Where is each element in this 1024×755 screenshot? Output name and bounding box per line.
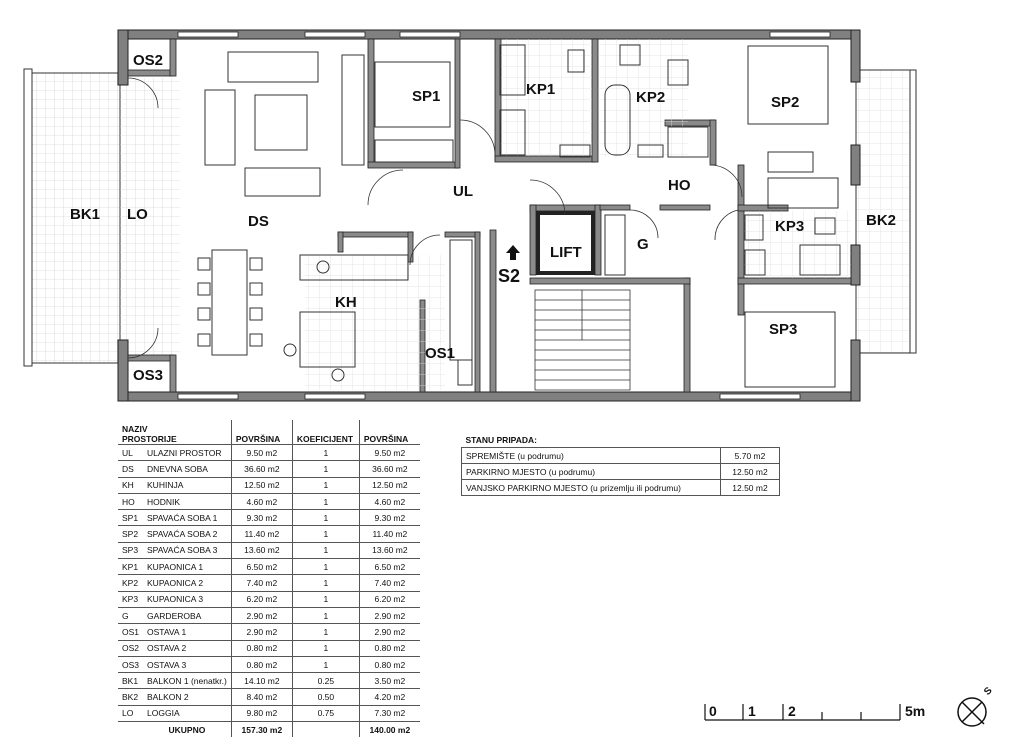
row-coef: 0.50 <box>292 689 359 705</box>
row-coef: 1 <box>292 591 359 607</box>
row-net: 2.90 m2 <box>359 624 420 640</box>
row-code: G <box>118 607 143 623</box>
table-row <box>118 445 420 461</box>
row-name: GARDEROBA <box>143 607 231 623</box>
scale-label-1: 1 <box>748 703 756 719</box>
total-empty <box>118 722 143 738</box>
row-code: BK1 <box>118 673 143 689</box>
north-arrow-icon <box>958 698 986 726</box>
room-label-os2: OS2 <box>133 52 164 69</box>
row-area: 14.10 m2 <box>231 673 292 689</box>
row-area: 0.80 m2 <box>231 656 292 672</box>
row-net: 11.40 m2 <box>359 526 420 542</box>
table-row <box>118 510 420 526</box>
extras-row <box>462 480 780 496</box>
area-table <box>118 420 420 737</box>
table-row <box>118 591 420 607</box>
room-label-ds: DS <box>248 213 269 230</box>
row-area: 9.80 m2 <box>231 705 292 721</box>
row-net: 0.80 m2 <box>359 656 420 672</box>
row-code: HO <box>118 493 143 509</box>
row-coef: 1 <box>292 461 359 477</box>
up-arrow-icon <box>506 245 520 260</box>
scale-label-2: 2 <box>788 703 796 719</box>
row-coef: 1 <box>292 445 359 461</box>
row-net: 13.60 m2 <box>359 542 420 558</box>
row-code: BK2 <box>118 689 143 705</box>
room-label-kp3: KP3 <box>775 218 805 235</box>
row-net: 9.50 m2 <box>359 445 420 461</box>
table-row <box>118 493 420 509</box>
row-area: 9.50 m2 <box>231 445 292 461</box>
row-name: SPAVAĆA SOBA 3 <box>143 542 231 558</box>
header-povrsina-net: POVRŠINA <box>359 420 420 445</box>
row-coef: 1 <box>292 493 359 509</box>
room-label-os1: OS1 <box>425 345 456 362</box>
row-net: 6.20 m2 <box>359 591 420 607</box>
scale-label-0: 0 <box>709 703 717 719</box>
table-total-row <box>118 722 420 738</box>
row-name: DNEVNA SOBA <box>143 461 231 477</box>
area-table-header <box>118 420 420 445</box>
room-label-sp3: SP3 <box>769 321 798 338</box>
total-label: UKUPNO <box>143 722 231 738</box>
row-net: 6.50 m2 <box>359 559 420 575</box>
row-name: KUPAONICA 1 <box>143 559 231 575</box>
row-code: OS3 <box>118 656 143 672</box>
total-net: 140.00 m2 <box>369 724 411 735</box>
row-name: OSTAVA 2 <box>143 640 231 656</box>
table-row <box>118 477 420 493</box>
row-name: OSTAVA 3 <box>143 656 231 672</box>
row-area: 4.60 m2 <box>231 493 292 509</box>
extras-row <box>462 448 780 464</box>
row-coef: 1 <box>292 624 359 640</box>
header-naziv: NAZIV PROSTORIJE <box>118 420 231 445</box>
table-row <box>118 689 420 705</box>
row-area: 36.60 m2 <box>231 461 292 477</box>
row-area: 2.90 m2 <box>231 607 292 623</box>
extras-value: 12.50 m2 <box>721 464 780 480</box>
row-coef: 1 <box>292 559 359 575</box>
table-row <box>118 542 420 558</box>
extras-value: 5.70 m2 <box>721 448 780 464</box>
row-code: KP3 <box>118 591 143 607</box>
room-label-lift: LIFT <box>550 244 582 261</box>
row-code: KH <box>118 477 143 493</box>
row-area: 11.40 m2 <box>231 526 292 542</box>
room-label-os3: OS3 <box>133 367 164 384</box>
row-net: 4.20 m2 <box>359 689 420 705</box>
row-code: SP3 <box>118 542 143 558</box>
row-net: 7.40 m2 <box>359 575 420 591</box>
header-koeficijent: KOEFICIJENT <box>292 420 359 445</box>
table-row <box>118 575 420 591</box>
row-code: KP1 <box>118 559 143 575</box>
row-net: 36.60 m2 <box>359 461 420 477</box>
row-area: 9.30 m2 <box>231 510 292 526</box>
row-code: OS2 <box>118 640 143 656</box>
row-coef: 0.25 <box>292 673 359 689</box>
row-area: 7.40 m2 <box>231 575 292 591</box>
row-area: 0.80 m2 <box>231 640 292 656</box>
room-label-g: G <box>637 236 649 253</box>
total-coef-empty <box>292 722 359 738</box>
extras-title: STANU PRIPADA: <box>465 435 537 445</box>
lift-shaft <box>538 213 593 273</box>
table-row <box>118 656 420 672</box>
row-area: 12.50 m2 <box>231 477 292 493</box>
table-row <box>118 624 420 640</box>
row-net: 0.80 m2 <box>359 640 420 656</box>
row-name: SPAVAĆA SOBA 2 <box>143 526 231 542</box>
table-row <box>118 705 420 721</box>
row-area: 8.40 m2 <box>231 689 292 705</box>
row-code: UL <box>118 445 143 461</box>
row-code: SP1 <box>118 510 143 526</box>
table-row <box>118 526 420 542</box>
extras-table <box>461 433 780 496</box>
row-name: LOGGIA <box>143 705 231 721</box>
row-coef: 1 <box>292 607 359 623</box>
row-name: KUPAONICA 2 <box>143 575 231 591</box>
row-net: 12.50 m2 <box>359 477 420 493</box>
room-label-lo: LO <box>127 206 148 223</box>
row-name: SPAVAĆA SOBA 1 <box>143 510 231 526</box>
extras-label: SPREMIŠTE (u podrumu) <box>462 448 721 464</box>
row-code: OS1 <box>118 624 143 640</box>
row-name: BALKON 1 (nenatkr.) <box>143 673 231 689</box>
row-coef: 1 <box>292 575 359 591</box>
north-label: S <box>982 685 995 698</box>
table-row <box>118 461 420 477</box>
table-row <box>118 673 420 689</box>
row-name: HODNIK <box>143 493 231 509</box>
extras-value: 12.50 m2 <box>721 480 780 496</box>
row-code: LO <box>118 705 143 721</box>
row-code: KP2 <box>118 575 143 591</box>
row-coef: 1 <box>292 477 359 493</box>
row-coef: 1 <box>292 640 359 656</box>
scale-bar <box>705 704 900 720</box>
row-area: 6.50 m2 <box>231 559 292 575</box>
table-row <box>118 559 420 575</box>
room-label-ul: UL <box>453 183 473 200</box>
header-povrsina: POVRŠINA <box>231 420 292 445</box>
room-label-ho: HO <box>668 177 691 194</box>
staircase <box>535 290 630 390</box>
room-label-bk1: BK1 <box>70 206 101 223</box>
table-row <box>118 607 420 623</box>
extras-label: VANJSKO PARKIRNO MJESTO (u prizemlju ili podrumu) <box>462 480 721 496</box>
total-area: 157.30 m2 <box>231 722 292 738</box>
interior-walls <box>128 39 851 392</box>
room-label-sp2: SP2 <box>771 94 800 111</box>
row-coef: 1 <box>292 656 359 672</box>
extras-row <box>462 464 780 480</box>
row-net: 4.60 m2 <box>359 493 420 509</box>
row-area: 2.90 m2 <box>231 624 292 640</box>
row-coef: 0.75 <box>292 705 359 721</box>
room-label-s2: S2 <box>498 266 521 286</box>
row-name: KUPAONICA 3 <box>143 591 231 607</box>
row-coef: 1 <box>292 510 359 526</box>
room-label-bk2: BK2 <box>866 212 897 229</box>
room-label-kp1: KP1 <box>526 81 556 98</box>
row-net: 9.30 m2 <box>359 510 420 526</box>
scale-label-5m: 5m <box>905 703 926 719</box>
row-code: DS <box>118 461 143 477</box>
room-label-kh: KH <box>335 294 357 311</box>
row-name: ULAZNI PROSTOR <box>143 445 231 461</box>
row-coef: 1 <box>292 526 359 542</box>
row-name: KUHINJA <box>143 477 231 493</box>
room-label-kp2: KP2 <box>636 89 666 106</box>
room-label-sp1: SP1 <box>412 88 441 105</box>
row-net: 2.90 m2 <box>359 607 420 623</box>
row-area: 6.20 m2 <box>231 591 292 607</box>
row-name: BALKON 2 <box>143 689 231 705</box>
row-area: 13.60 m2 <box>231 542 292 558</box>
row-name: OSTAVA 1 <box>143 624 231 640</box>
table-row <box>118 640 420 656</box>
row-coef: 1 <box>292 542 359 558</box>
row-net: 3.50 m2 <box>359 673 420 689</box>
extras-label: PARKIRNO MJESTO (u podrumu) <box>462 464 721 480</box>
row-code: SP2 <box>118 526 143 542</box>
row-net: 7.30 m2 <box>359 705 420 721</box>
